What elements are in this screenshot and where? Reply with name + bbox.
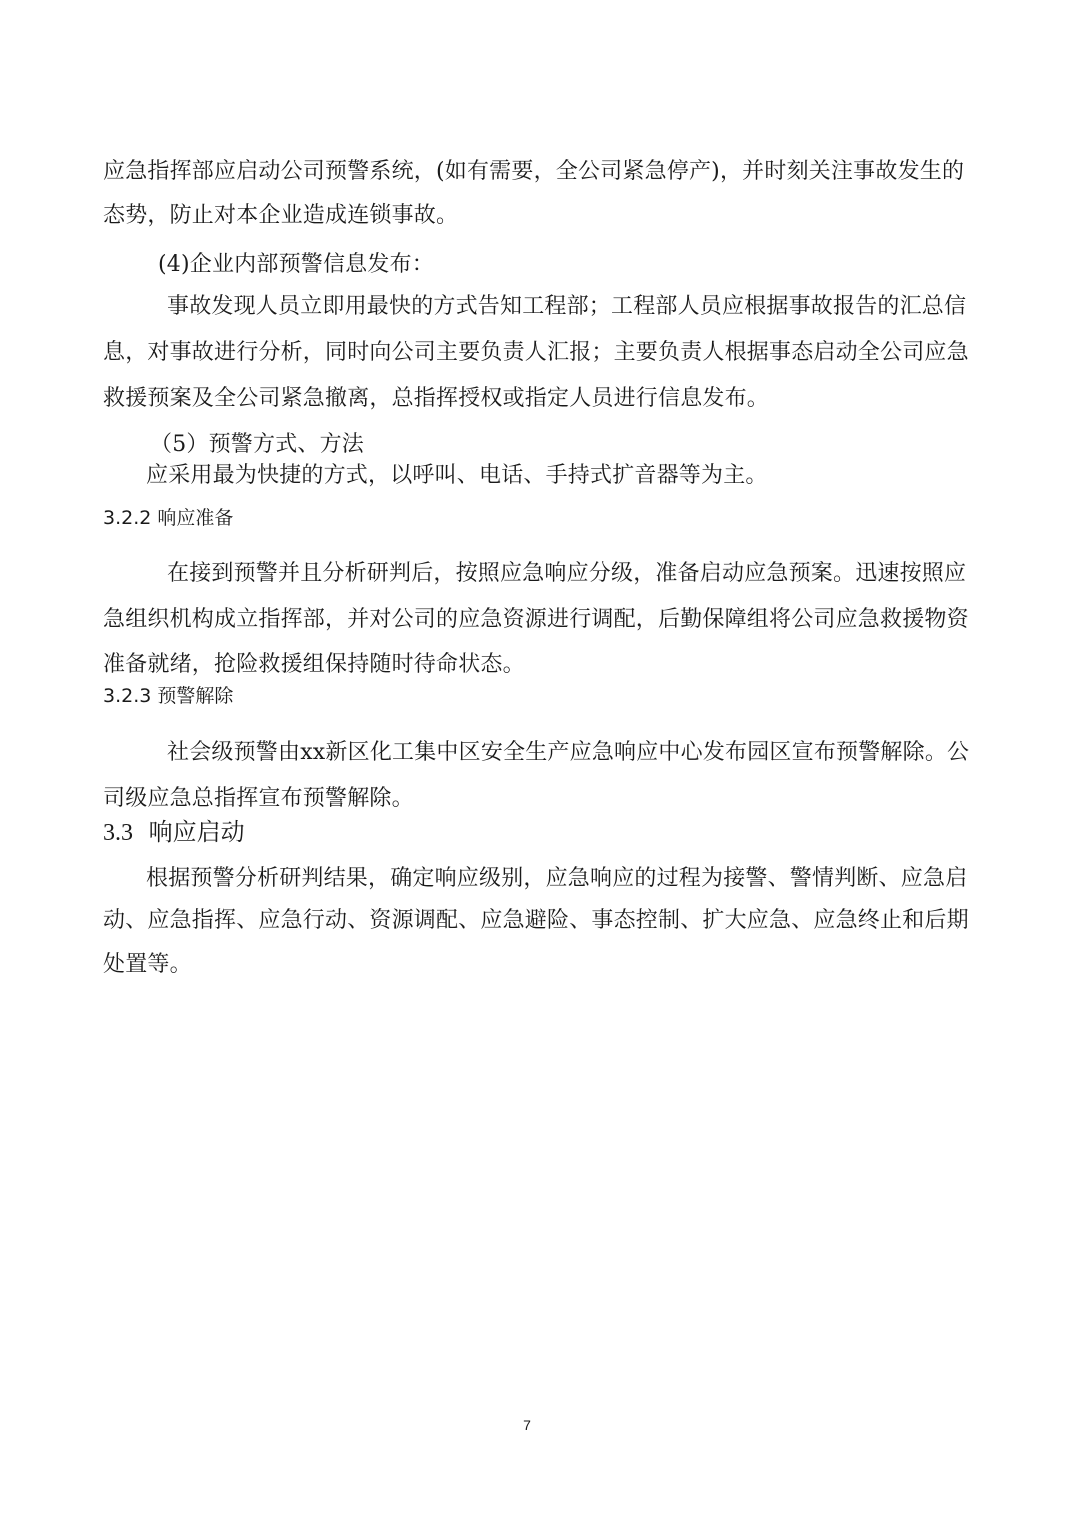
paragraph-line: 态势，防止对本企业造成连锁事故。 — [103, 203, 459, 228]
paragraph-line: 根据预警分析研判结果，确定响应级别，应急响应的过程为接警、警情判断、应急启 — [146, 866, 968, 891]
paragraph-line: 息，对事故进行分析，同时向公司主要负责人汇报；主要负责人根据事态启动全公司应急 — [103, 340, 969, 365]
paragraph-line: 在接到预警并且分析研判后，按照应急响应分级，准备启动应急预案。迅速按照应 — [167, 561, 967, 586]
section-heading: 3.2.2 响应准备 — [103, 507, 234, 529]
section-heading-major — [103, 816, 245, 849]
paragraph-line: 事故发现人员立即用最快的方式告知工程部；工程部人员应根据事故报告的汇总信 — [167, 294, 967, 319]
section-title: 响应启动 — [148, 818, 245, 846]
paragraph-line: 救援预案及全公司紧急撤离，总指挥授权或指定人员进行信息发布。 — [103, 386, 770, 411]
paragraph-line: 急组织机构成立指挥部，并对公司的应急资源进行调配，后勤保障组将公司应急救援物资 — [103, 607, 969, 632]
section-number: 3.3 — [103, 820, 133, 846]
paragraph-line: 应采用最为快捷的方式，以呼叫、电话、手持式扩音器等为主。 — [146, 463, 768, 488]
list-item-title: （5）预警方式、方法 — [150, 432, 364, 457]
section-heading: 3.2.3 预警解除 — [103, 685, 234, 707]
paragraph-line: 司级应急总指挥宣布预警解除。 — [103, 786, 414, 811]
paragraph-line: 处置等。 — [103, 952, 192, 977]
page-number: 7 — [523, 1417, 531, 1433]
paragraph-line: 准备就绪，抢险救援组保持随时待命状态。 — [103, 652, 525, 677]
paragraph-line: 社会级预警由xx新区化工集中区安全生产应急响应中心发布园区宣布预警解除。公 — [167, 740, 970, 765]
list-item-title: (4)企业内部预警信息发布： — [158, 252, 434, 277]
paragraph-line: 动、应急指挥、应急行动、资源调配、应急避险、事态控制、扩大应急、应急终止和后期 — [103, 908, 969, 933]
paragraph-line: 应急指挥部应启动公司预警系统，(如有需要，全公司紧急停产)，并时刻关注事故发生的 — [103, 159, 965, 184]
